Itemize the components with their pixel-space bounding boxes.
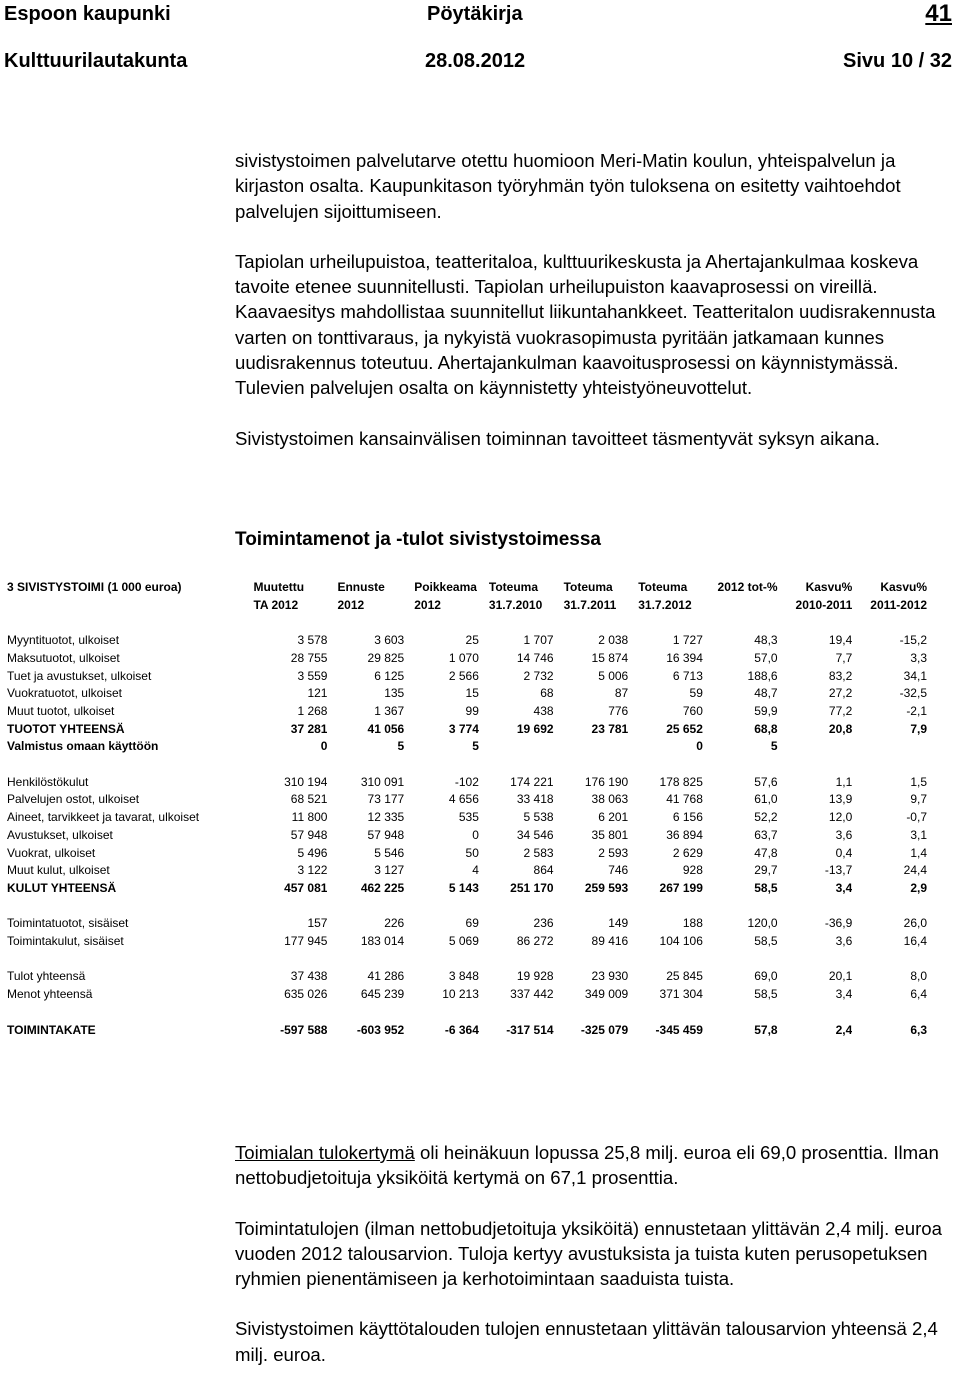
table-cell: 12 335 bbox=[367, 810, 405, 825]
table-cell: 5 bbox=[472, 739, 479, 754]
table-cell: 13,9 bbox=[828, 792, 853, 807]
table-cell: 0 bbox=[472, 827, 479, 842]
table-cell: 104 106 bbox=[659, 934, 703, 949]
table-cell: 86 272 bbox=[516, 934, 554, 949]
table-header-row bbox=[7, 579, 927, 597]
table-cell: 25 bbox=[465, 633, 479, 648]
table-cell: 5 bbox=[770, 739, 778, 754]
table-cell: 5 143 bbox=[448, 880, 479, 895]
table-cell: 2 566 bbox=[448, 668, 479, 683]
table-cell: 5 546 bbox=[374, 845, 405, 860]
tulokertyma-link-text: Toimialan tulokertymä bbox=[235, 1142, 415, 1163]
intro-paragraph-2: Tapiolan urheilupuistoa, teatteritaloa, kulttuurikeskusta ja Ahertajankulmaa koskeva tavoite etenee suunnitellusti. Tapiolan urheilupuiston kaavaprosessi on vireillä. Kaavaesitys mahdollistaa suunnitellut liikuntahankkeet. Teatteritalon uudisrakennusta varten on tonttivaraus, ja nykyistä vuokrasopimusta pyritään jatkamaan kunnes uudisrakennus toteutuu. Ahertajankulman kaavoitusprosessi on käynnistymässä. Tulevien palvelujen osalta on käynnistetty yhteistyöneuvottelut. bbox=[235, 250, 936, 399]
table-cell: 310 091 bbox=[360, 774, 405, 789]
table-cell: 928 bbox=[682, 863, 703, 878]
table-row bbox=[7, 668, 927, 686]
table-cell: 8,0 bbox=[910, 969, 927, 984]
spacer-row bbox=[7, 756, 927, 774]
table-cell: 3 559 bbox=[297, 668, 328, 683]
table-cell: 6,3 bbox=[910, 1022, 927, 1037]
table-cell: 47,8 bbox=[754, 845, 778, 860]
table-cell: 36 894 bbox=[666, 827, 703, 842]
table-row bbox=[7, 632, 927, 650]
table-cell: 1 268 bbox=[297, 703, 328, 718]
table-cell: 15 874 bbox=[591, 650, 629, 665]
table-cell: 15 bbox=[465, 686, 479, 701]
table-cell: 310 194 bbox=[284, 774, 328, 789]
row-label: Toimintatuotot, sisäiset bbox=[7, 916, 129, 931]
table-cell: 24,4 bbox=[903, 863, 927, 878]
table-cell: -345 459 bbox=[655, 1022, 703, 1037]
table-cell: 462 225 bbox=[360, 880, 405, 895]
table-cell: 635 026 bbox=[284, 987, 328, 1002]
table-cell: 57,0 bbox=[754, 650, 778, 665]
table-cell: 2010-2011 bbox=[795, 597, 853, 612]
table-cell: 26,0 bbox=[903, 916, 927, 931]
table-cell: 149 bbox=[608, 916, 629, 931]
table-cell: 59 bbox=[689, 686, 703, 701]
table-cell: 68,8 bbox=[754, 721, 778, 736]
row-label: Valmistus omaan käyttöön bbox=[7, 739, 159, 754]
table-cell: 178 825 bbox=[659, 774, 703, 789]
table-cell: 27,2 bbox=[828, 686, 853, 701]
table-cell: 226 bbox=[384, 916, 405, 931]
table-cell: 3,1 bbox=[910, 827, 927, 842]
table-cell: 14 746 bbox=[516, 650, 554, 665]
table-header-row bbox=[7, 597, 927, 615]
table-cell: 267 199 bbox=[659, 880, 703, 895]
table-cell: 19 692 bbox=[516, 721, 554, 736]
table-cell: 157 bbox=[307, 916, 328, 931]
table-cell: 120,0 bbox=[747, 916, 778, 931]
table-cell: -102 bbox=[454, 774, 479, 789]
row-label: Palvelujen ostot, ulkoiset bbox=[7, 792, 140, 807]
summary-paragraph-1 bbox=[235, 1140, 955, 1191]
table-cell: -32,5 bbox=[899, 686, 927, 701]
table-cell: 864 bbox=[533, 863, 554, 878]
row-label bbox=[7, 597, 243, 615]
table-cell: 89 416 bbox=[591, 934, 629, 949]
table-cell bbox=[852, 738, 927, 756]
table-cell: -325 079 bbox=[580, 1022, 629, 1037]
table-cell: 183 014 bbox=[360, 934, 405, 949]
table-cell: Toteuma bbox=[563, 580, 613, 594]
table-cell: 1 707 bbox=[523, 633, 554, 648]
table-cell: 2,9 bbox=[910, 880, 927, 895]
table-cell: 121 bbox=[307, 686, 328, 701]
table-cell: 68 bbox=[540, 686, 554, 701]
table-cell: 1,4 bbox=[910, 845, 927, 860]
table-cell: 259 593 bbox=[584, 880, 629, 895]
table-cell: TA 2012 bbox=[253, 597, 299, 612]
row-label: 3 SIVISTYSTOIMI (1 000 euroa) bbox=[7, 580, 182, 594]
table-cell: 1 070 bbox=[448, 650, 479, 665]
table-cell: 20,1 bbox=[828, 969, 853, 984]
table-cell: 1,1 bbox=[835, 774, 853, 789]
table-cell: 174 221 bbox=[510, 774, 554, 789]
document-type: Pöytäkirja bbox=[427, 3, 523, 25]
table-cell: 29 825 bbox=[367, 650, 405, 665]
table-cell: -2,1 bbox=[906, 703, 927, 718]
table-cell: 3 578 bbox=[297, 633, 328, 648]
table-cell: Muutettu bbox=[253, 580, 305, 594]
table-cell: 68 521 bbox=[290, 792, 328, 807]
table-cell: 37 281 bbox=[290, 721, 328, 736]
city-name: Espoon kaupunki bbox=[4, 3, 171, 25]
table-cell: -603 952 bbox=[356, 1022, 405, 1037]
table-cell: 16 394 bbox=[666, 650, 703, 665]
table-row bbox=[7, 862, 927, 880]
row-label: Myyntituotot, ulkoiset bbox=[7, 633, 120, 648]
table-cell: -317 514 bbox=[506, 1022, 554, 1037]
row-label: Tulot yhteensä bbox=[7, 969, 86, 984]
table-cell: 6,4 bbox=[910, 987, 927, 1002]
summary-paragraph-3: Sivistystoimen käyttötalouden tulojen ennustetaan ylittävän talousarvion yhteensä 2,4 milj. euroa. bbox=[235, 1318, 938, 1365]
table-cell: 28 755 bbox=[290, 650, 328, 665]
table-cell: 99 bbox=[465, 703, 479, 718]
row-label: Maksutuotot, ulkoiset bbox=[7, 650, 120, 665]
table-cell: 349 009 bbox=[584, 987, 629, 1002]
row-label: TUOTOT YHTEENSÄ bbox=[7, 721, 125, 736]
table-cell: 3 848 bbox=[448, 969, 479, 984]
table-cell: 4 656 bbox=[448, 792, 479, 807]
table-cell: 19,4 bbox=[828, 633, 853, 648]
row-label: KULUT YHTEENSÄ bbox=[7, 880, 117, 895]
row-label: Vuokratuotot, ulkoiset bbox=[7, 686, 122, 701]
table-cell: 3,4 bbox=[835, 987, 853, 1002]
row-label: Muut tuotot, ulkoiset bbox=[7, 703, 115, 718]
table-cell: 31.7.2012 bbox=[638, 597, 692, 612]
table-cell: 4 bbox=[472, 863, 479, 878]
table-cell: 6 201 bbox=[598, 810, 629, 825]
table-cell: 776 bbox=[608, 703, 629, 718]
table-cell: 2 038 bbox=[598, 633, 629, 648]
table-cell: 6 125 bbox=[374, 668, 405, 683]
table-cell: 58,5 bbox=[754, 987, 778, 1002]
table-cell: Kasvu% bbox=[880, 580, 927, 594]
table-cell: 59,9 bbox=[754, 703, 778, 718]
table-cell: 57,8 bbox=[754, 1022, 778, 1037]
table-cell: 5 069 bbox=[448, 934, 479, 949]
row-label: Avustukset, ulkoiset bbox=[7, 827, 113, 842]
table-cell: 6 156 bbox=[672, 810, 703, 825]
table-cell: 2012 bbox=[414, 597, 441, 612]
row-label: Muut kulut, ulkoiset bbox=[7, 863, 110, 878]
table-row bbox=[7, 933, 927, 951]
row-label: Henkilöstökulut bbox=[7, 774, 89, 789]
spacer-row bbox=[7, 614, 927, 632]
table-cell: 188 bbox=[682, 916, 703, 931]
table-cell: 41 286 bbox=[367, 969, 405, 984]
table-cell: 33 418 bbox=[516, 792, 554, 807]
summary-paragraph-1-rest: oli heinäkuun lopussa 25,8 milj. euroa eli 69,0 prosenttia. Ilman nettobudjetoituja yksiköitä kertymä on 67,1 prosenttia. bbox=[235, 1142, 939, 1189]
table-cell: 25 652 bbox=[666, 721, 703, 736]
table-cell bbox=[479, 738, 554, 756]
table-cell: 9,7 bbox=[910, 792, 927, 807]
row-label: TOIMINTAKATE bbox=[7, 1022, 96, 1037]
summary-paragraph-2: Toimintatulojen (ilman nettobudjetoituja yksiköitä) ennustetaan ylittävän 2,4 milj. euroa vuoden 2012 talousarvion. Tuloja kertyy avustuksista ja tuista kuten perusopetuksen ryhmien pienentämiseen ja kerhotoimintaan saaduista tuista. bbox=[235, 1217, 942, 1290]
table-row bbox=[7, 968, 927, 986]
table-row bbox=[7, 791, 927, 809]
table-cell: 236 bbox=[533, 916, 554, 931]
table-cell: 31.7.2011 bbox=[563, 597, 617, 612]
table-cell bbox=[554, 738, 629, 756]
table-cell: Ennuste bbox=[337, 580, 385, 594]
table-cell: 0 bbox=[320, 739, 328, 754]
table-cell: 135 bbox=[384, 686, 405, 701]
table-cell: 77,2 bbox=[828, 703, 853, 718]
table-cell: Kasvu% bbox=[805, 580, 853, 594]
table-total-row bbox=[7, 721, 927, 739]
table-cell: Toteuma bbox=[638, 580, 688, 594]
table-cell: 50 bbox=[465, 845, 479, 860]
table-cell: 61,0 bbox=[754, 792, 778, 807]
table-cell: 57,6 bbox=[754, 774, 778, 789]
page-number: 41 bbox=[925, 0, 952, 27]
table-cell: 7,9 bbox=[910, 721, 927, 736]
table-cell: 3 603 bbox=[374, 633, 405, 648]
table-cell: -6 364 bbox=[444, 1022, 479, 1037]
table-cell: 34 546 bbox=[516, 827, 554, 842]
intro-text bbox=[235, 148, 957, 476]
table-row bbox=[7, 809, 927, 827]
summary-text bbox=[235, 1140, 955, 1392]
table-cell: 41 056 bbox=[367, 721, 405, 736]
table-cell: 37 438 bbox=[290, 969, 328, 984]
intro-paragraph-3: Sivistystoimen kansainvälisen toiminnan tavoitteet täsmentyvät syksyn aikana. bbox=[235, 427, 880, 449]
table-cell: 38 063 bbox=[591, 792, 629, 807]
table-cell: 48,7 bbox=[754, 686, 778, 701]
table-cell: -15,2 bbox=[899, 633, 927, 648]
board-name: Kulttuurilautakunta bbox=[4, 50, 188, 72]
table-row bbox=[7, 703, 927, 721]
table-cell bbox=[703, 597, 778, 615]
table-cell: 1,5 bbox=[910, 774, 927, 789]
table-cell: 2,4 bbox=[835, 1022, 853, 1037]
table-cell: 5 496 bbox=[297, 845, 328, 860]
table-cell: 176 190 bbox=[584, 774, 629, 789]
table-cell: 3,6 bbox=[835, 934, 853, 949]
spacer-row bbox=[7, 951, 927, 969]
table-cell: 3,3 bbox=[910, 650, 927, 665]
table-row bbox=[7, 845, 927, 863]
table-cell: 2012 tot-% bbox=[717, 580, 778, 594]
row-label: Aineet, tarvikkeet ja tavarat, ulkoiset bbox=[7, 810, 200, 825]
table-cell: Poikkeama bbox=[414, 580, 477, 594]
table-cell: -13,7 bbox=[824, 863, 853, 878]
table-cell: 2011-2012 bbox=[870, 597, 927, 612]
table-cell: 73 177 bbox=[367, 792, 405, 807]
table-cell: 35 801 bbox=[591, 827, 629, 842]
table-cell: 52,2 bbox=[754, 810, 778, 825]
table-cell: 3,4 bbox=[835, 880, 853, 895]
table-cell: 58,5 bbox=[754, 934, 778, 949]
table-row bbox=[7, 774, 927, 792]
table-cell: 83,2 bbox=[828, 668, 853, 683]
table-row bbox=[7, 650, 927, 668]
table-cell: 535 bbox=[458, 810, 479, 825]
table-cell: 69 bbox=[465, 916, 479, 931]
table-cell: 69,0 bbox=[754, 969, 778, 984]
table-cell: 177 945 bbox=[284, 934, 328, 949]
table-cell: 5 bbox=[397, 739, 405, 754]
table-cell: 2 732 bbox=[523, 668, 554, 683]
table-cell: 438 bbox=[533, 703, 554, 718]
table-cell: 31.7.2010 bbox=[488, 597, 543, 612]
table-row bbox=[7, 915, 927, 933]
table-row bbox=[7, 827, 927, 845]
row-label: Vuokrat, ulkoiset bbox=[7, 845, 96, 860]
meeting-date: 28.08.2012 bbox=[425, 50, 526, 72]
table-cell: 3 127 bbox=[374, 863, 405, 878]
table-cell: 760 bbox=[682, 703, 703, 718]
table-cell: Toteuma bbox=[488, 580, 539, 594]
table-cell: 0,4 bbox=[835, 845, 853, 860]
table-cell: 48,3 bbox=[754, 633, 778, 648]
table-cell: 12,0 bbox=[828, 810, 853, 825]
table-cell: 2 593 bbox=[598, 845, 629, 860]
table-cell: 337 442 bbox=[510, 987, 554, 1002]
row-label: Toimintakulut, sisäiset bbox=[7, 934, 124, 949]
table-total-row bbox=[7, 1022, 927, 1040]
table-cell: 57 948 bbox=[290, 827, 328, 842]
table-cell: 1 367 bbox=[374, 703, 405, 718]
table-cell: 5 006 bbox=[598, 668, 629, 683]
table-cell: 87 bbox=[614, 686, 629, 701]
row-label: Menot yhteensä bbox=[7, 987, 93, 1002]
table-cell: 19 928 bbox=[516, 969, 554, 984]
table-cell: 63,7 bbox=[754, 827, 778, 842]
table-cell: 23 781 bbox=[591, 721, 629, 736]
table-cell: -36,9 bbox=[824, 916, 853, 931]
table-cell: 58,5 bbox=[754, 880, 778, 895]
table-cell: 7,7 bbox=[835, 650, 853, 665]
table-cell: -597 588 bbox=[280, 1022, 328, 1037]
table-cell: 11 800 bbox=[291, 810, 328, 825]
table-cell: 3 122 bbox=[297, 863, 328, 878]
row-label: Tuet ja avustukset, ulkoiset bbox=[7, 668, 152, 683]
spacer-row bbox=[7, 1004, 927, 1022]
table-cell: 2012 bbox=[337, 597, 365, 612]
table-cell: 1 727 bbox=[672, 633, 703, 648]
table-cell: 371 304 bbox=[659, 987, 703, 1002]
table-cell: 2 629 bbox=[672, 845, 703, 860]
table-cell: 3 774 bbox=[448, 721, 479, 736]
financial-table bbox=[7, 579, 927, 1039]
table-row bbox=[7, 685, 927, 703]
intro-paragraph-1: sivistystoimen palvelutarve otettu huomioon Meri-Matin koulun, yhteispalvelun ja kirjaston osalta. Kaupunkitason työryhmän työn tuloksena on esitetty vaihtoehdot palvelujen sijoittumiseen. bbox=[235, 150, 901, 222]
table-cell: 25 845 bbox=[666, 969, 703, 984]
table-cell: 188,6 bbox=[747, 668, 778, 683]
table-cell: 3,6 bbox=[835, 827, 853, 842]
table-cell: 746 bbox=[608, 863, 629, 878]
table-cell: 6 713 bbox=[672, 668, 703, 683]
table-cell: 0 bbox=[696, 739, 703, 754]
table-cell: 457 081 bbox=[284, 880, 328, 895]
table-row bbox=[7, 986, 927, 1004]
section-title: Toimintamenot ja -tulot sivistystoimessa bbox=[235, 529, 602, 550]
table-cell: 5 538 bbox=[523, 810, 554, 825]
table-cell: 41 768 bbox=[666, 792, 703, 807]
table-cell: 645 239 bbox=[360, 987, 405, 1002]
table-cell: 34,1 bbox=[903, 668, 927, 683]
spacer-row bbox=[7, 898, 927, 916]
page-label: Sivu 10 / 32 bbox=[843, 50, 952, 72]
table-cell bbox=[778, 738, 853, 756]
table-cell: -0,7 bbox=[906, 810, 927, 825]
table-cell: 29,7 bbox=[754, 863, 778, 878]
table-total-row bbox=[7, 880, 927, 898]
table-cell: 10 213 bbox=[442, 987, 479, 1002]
table-cell: 20,8 bbox=[828, 721, 853, 736]
table-cell: 2 583 bbox=[523, 845, 554, 860]
table-cell: 251 170 bbox=[510, 880, 554, 895]
table-cell: 57 948 bbox=[367, 827, 405, 842]
table-cell: 23 930 bbox=[591, 969, 629, 984]
table-row bbox=[7, 738, 927, 756]
table-cell: 16,4 bbox=[903, 934, 927, 949]
